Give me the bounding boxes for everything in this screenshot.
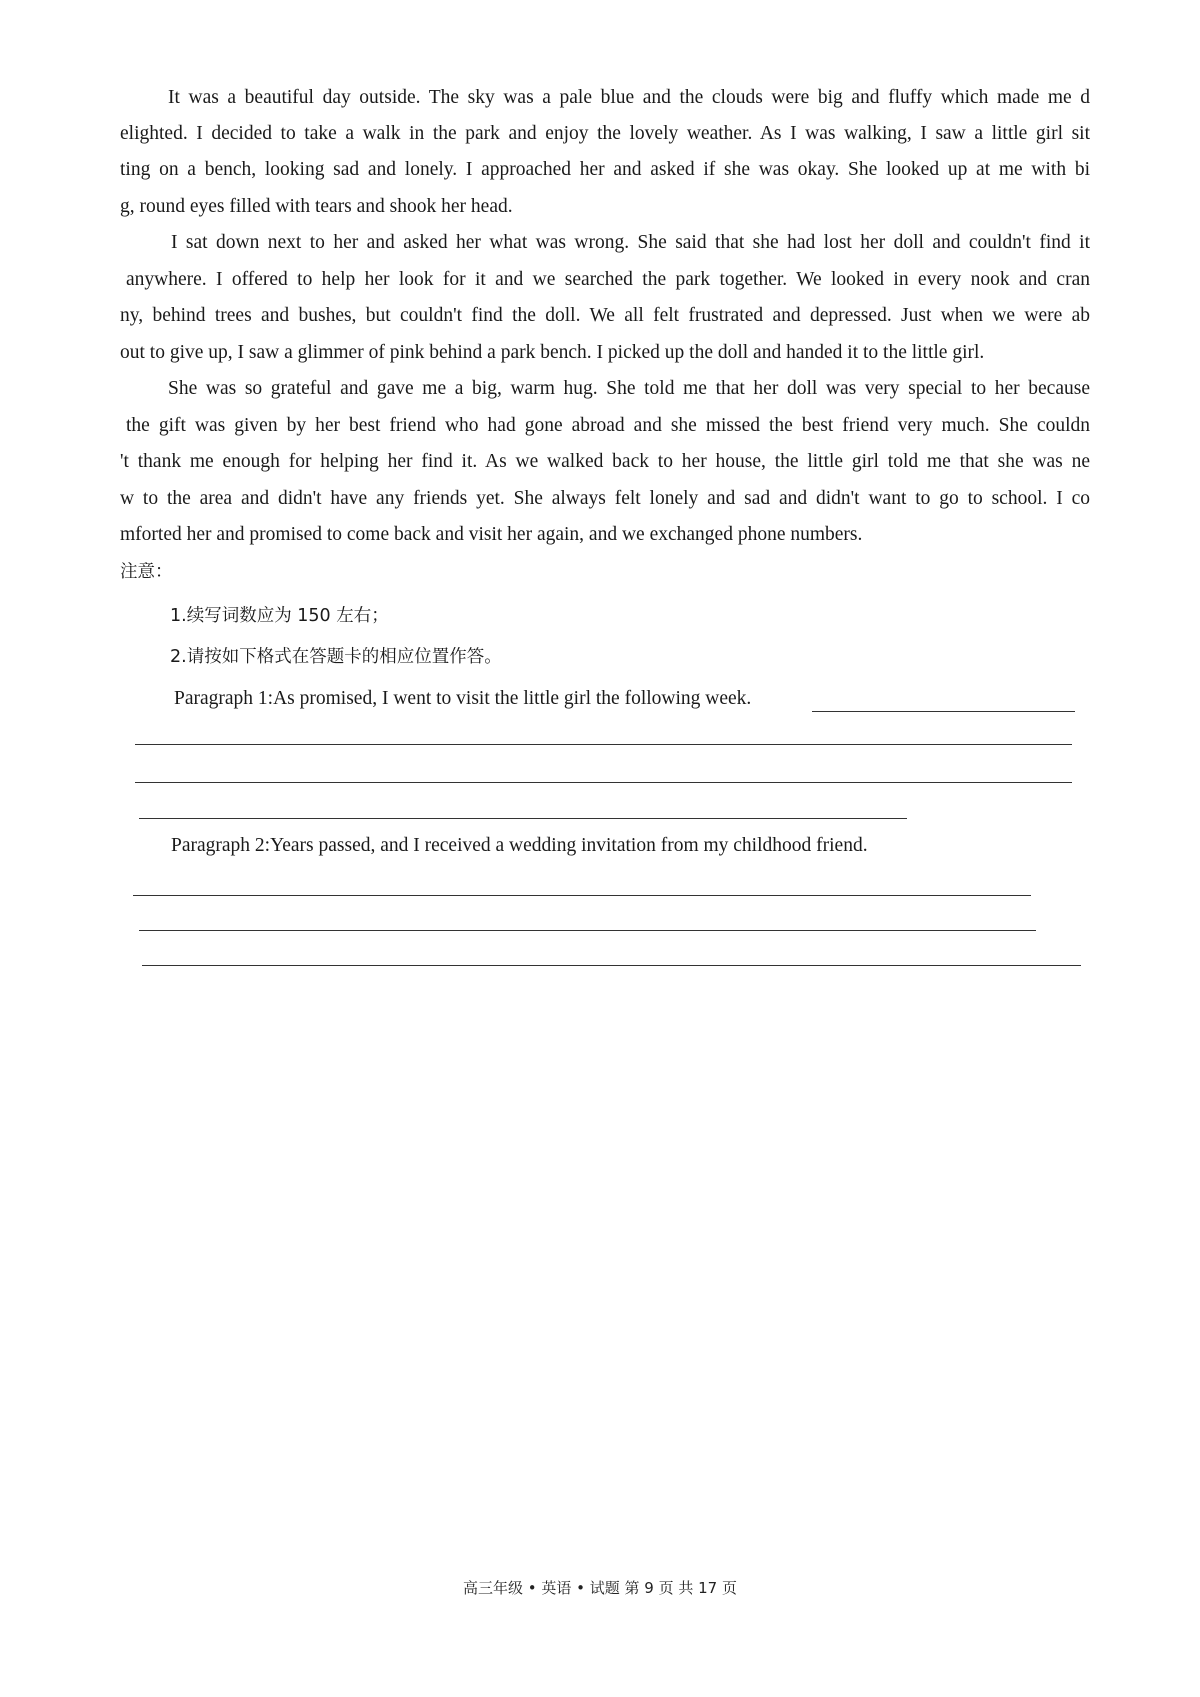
passage-line: It was a beautiful day outside. The sky was a pale blue and the clouds were big and fluffy which made me d xyxy=(168,87,1090,108)
passage-line: ting on a bench, looking sad and lonely. I approached her and asked if she was okay. She looked up at me with bi xyxy=(120,159,1090,180)
note-item: 2.请按如下格式在答题卡的相应位置作答。 xyxy=(170,647,502,667)
passage-line: g, round eyes filled with tears and shook her head. xyxy=(120,196,513,217)
passage-line: anywhere. I offered to help her look for it and we searched the park together. We looked in every nook and cran xyxy=(126,269,1090,290)
passage-line: mforted her and promised to come back and visit her again, and we exchanged phone numbers. xyxy=(120,524,863,545)
passage-line: She was so grateful and gave me a big, warm hug. She told me that her doll was very special to her because xyxy=(168,378,1090,399)
passage-line: the gift was given by her best friend who had gone abroad and she missed the best friend very much. She couldn xyxy=(126,415,1090,436)
paragraph2-prompt: Paragraph 2:Years passed, and I received a wedding invitation from my childhood friend. xyxy=(171,835,868,856)
passage-line: w to the area and didn't have any friends yet. She always felt lonely and sad and didn't want to go to school. I co xyxy=(120,488,1090,509)
passage-line: ny, behind trees and bushes, but couldn't find the doll. We all felt frustrated and depressed. Just when we were ab xyxy=(120,305,1090,326)
answer-line[interactable] xyxy=(142,965,1081,966)
answer-line[interactable] xyxy=(135,744,1072,745)
passage-line: I sat down next to her and asked her what was wrong. She said that she had lost her doll and couldn't find it xyxy=(171,232,1090,253)
answer-line[interactable] xyxy=(135,782,1072,783)
paragraph1-prompt: Paragraph 1:As promised, I went to visit the little girl the following week. xyxy=(174,688,752,709)
passage-line: out to give up, I saw a glimmer of pink behind a park bench. I picked up the doll and handed it to the little girl. xyxy=(120,342,985,363)
answer-line[interactable] xyxy=(139,818,907,819)
note-item: 1.续写词数应为 150 左右； xyxy=(170,606,389,626)
passage-line: elighted. I decided to take a walk in the park and enjoy the lovely weather. As I was walking, I saw a little girl sit xyxy=(120,123,1090,144)
page-footer: 高三年级 • 英语 • 试题 第 9 页 共 17 页 xyxy=(462,1579,737,1597)
answer-line[interactable] xyxy=(812,711,1075,712)
answer-line[interactable] xyxy=(139,930,1036,931)
answer-line[interactable] xyxy=(133,895,1031,896)
passage-line: 't thank me enough for helping her find it. As we walked back to her house, the little girl told me that she was ne xyxy=(120,451,1090,472)
notes-heading: 注意： xyxy=(120,562,173,582)
